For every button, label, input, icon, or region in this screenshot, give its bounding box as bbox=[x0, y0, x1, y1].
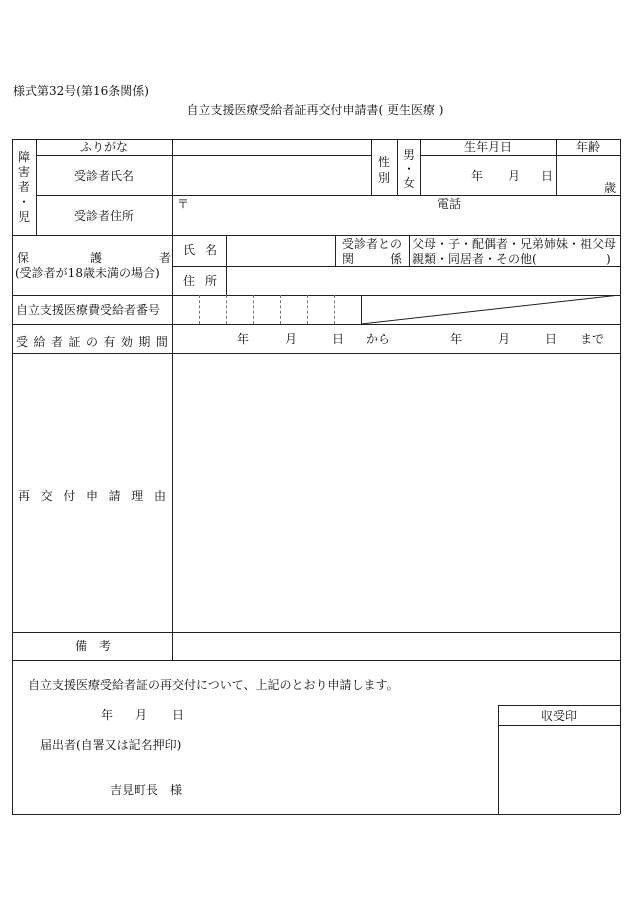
validity-from-year: 年 bbox=[237, 332, 250, 346]
validity-label: 受 給 者 証 の 有 効 期 間 bbox=[16, 335, 168, 349]
rule-gender-mid bbox=[397, 139, 398, 195]
phone-field[interactable] bbox=[470, 196, 618, 234]
validity-from-day: 日 bbox=[332, 332, 345, 346]
dob-month-unit: 月 bbox=[508, 169, 521, 183]
form-number: 様式第32号(第16条関係) bbox=[13, 84, 149, 98]
guardian-address-label-1: 住 bbox=[183, 274, 196, 288]
gender-options[interactable]: 男 ・ 女 bbox=[402, 148, 415, 190]
side-label-patient: 障 害 者 ・ 児 bbox=[17, 150, 30, 224]
address-field[interactable] bbox=[190, 196, 420, 234]
relation-label-2a: 関 bbox=[342, 252, 355, 266]
postal-mark: 〒 bbox=[177, 197, 190, 211]
rule-relation-left bbox=[335, 235, 336, 266]
dob-year-unit: 年 bbox=[471, 169, 484, 183]
remarks-label-2: 考 bbox=[99, 639, 112, 653]
guardian-label-1: 保 bbox=[17, 251, 30, 265]
applicant-label: 届出者(自署又は記名押印) bbox=[40, 738, 182, 752]
relation-label-1: 受診者との bbox=[342, 237, 403, 251]
age-unit: 歳 bbox=[604, 181, 617, 195]
gender-label: 性 別 bbox=[377, 155, 390, 185]
furigana-field[interactable] bbox=[173, 140, 370, 155]
name-field[interactable] bbox=[173, 156, 370, 194]
name-label: 受診者氏名 bbox=[73, 169, 134, 183]
guardian-address-field[interactable] bbox=[227, 267, 619, 294]
guardian-name-field[interactable] bbox=[227, 236, 334, 265]
dob-day-unit: 日 bbox=[541, 169, 554, 183]
validity-from-suffix: から bbox=[366, 332, 391, 346]
reason-field[interactable] bbox=[173, 354, 619, 631]
diagonal-strike bbox=[361, 295, 620, 324]
validity-from-month: 月 bbox=[285, 332, 298, 346]
guardian-label-2: 護 bbox=[90, 251, 103, 265]
remarks-label-1: 備 bbox=[75, 639, 88, 653]
stamp-label: 収受印 bbox=[540, 709, 577, 723]
rule-gender-left bbox=[371, 139, 372, 195]
declaration-month-unit: 月 bbox=[135, 708, 148, 722]
reason-label: 再 交 付 申 請 理 由 bbox=[18, 489, 166, 503]
guardian-sub-label: (受診者が18歳未満の場合) bbox=[15, 266, 160, 280]
guardian-label-3: 者 bbox=[159, 251, 172, 265]
dob-label: 生年月日 bbox=[463, 140, 512, 154]
addressee: 吉見町長 様 bbox=[110, 783, 183, 797]
guardian-name-label-1: 氏 bbox=[183, 243, 196, 257]
furigana-label: ふりがな bbox=[79, 140, 128, 154]
rule-number bbox=[12, 324, 620, 325]
validity-to-day: 日 bbox=[545, 332, 558, 346]
guardian-address-label-2: 所 bbox=[205, 274, 218, 288]
certificate-number-field[interactable] bbox=[173, 296, 361, 323]
declaration-year-unit: 年 bbox=[101, 708, 114, 722]
rule-remarks bbox=[12, 660, 620, 661]
declaration-text: 自立支援医療受給者証の再交付について、上記のとおり申請します。 bbox=[28, 678, 399, 692]
remarks-field[interactable] bbox=[173, 633, 619, 659]
relation-label-2b: 係 bbox=[390, 252, 403, 266]
relation-options-2[interactable]: 親類・同居者・その他( bbox=[412, 252, 537, 266]
age-label: 年齢 bbox=[575, 140, 600, 154]
certificate-number-label: 自立支援医療費受給者番号 bbox=[16, 303, 161, 317]
validity-to-year: 年 bbox=[450, 332, 463, 346]
rule-left bbox=[12, 139, 13, 814]
rule-relation-right bbox=[409, 235, 410, 266]
rule-dob-header bbox=[420, 155, 620, 156]
relation-options-1[interactable]: 父母・子・配偶者・兄弟姉妹・祖父母 bbox=[412, 237, 617, 251]
validity-to-suffix: まで bbox=[580, 332, 605, 346]
validity-to-month: 月 bbox=[498, 332, 511, 346]
phone-label: 電話 bbox=[437, 197, 462, 211]
relation-options-close: ) bbox=[606, 252, 611, 266]
guardian-name-label-2: 名 bbox=[205, 243, 218, 257]
rule-stamp-header bbox=[498, 725, 620, 726]
declaration-day-unit: 日 bbox=[172, 708, 185, 722]
address-label: 受診者住所 bbox=[73, 209, 134, 223]
form-title: 自立支援医療受給者証再交付申請書( 更生医療 ) bbox=[186, 103, 444, 117]
